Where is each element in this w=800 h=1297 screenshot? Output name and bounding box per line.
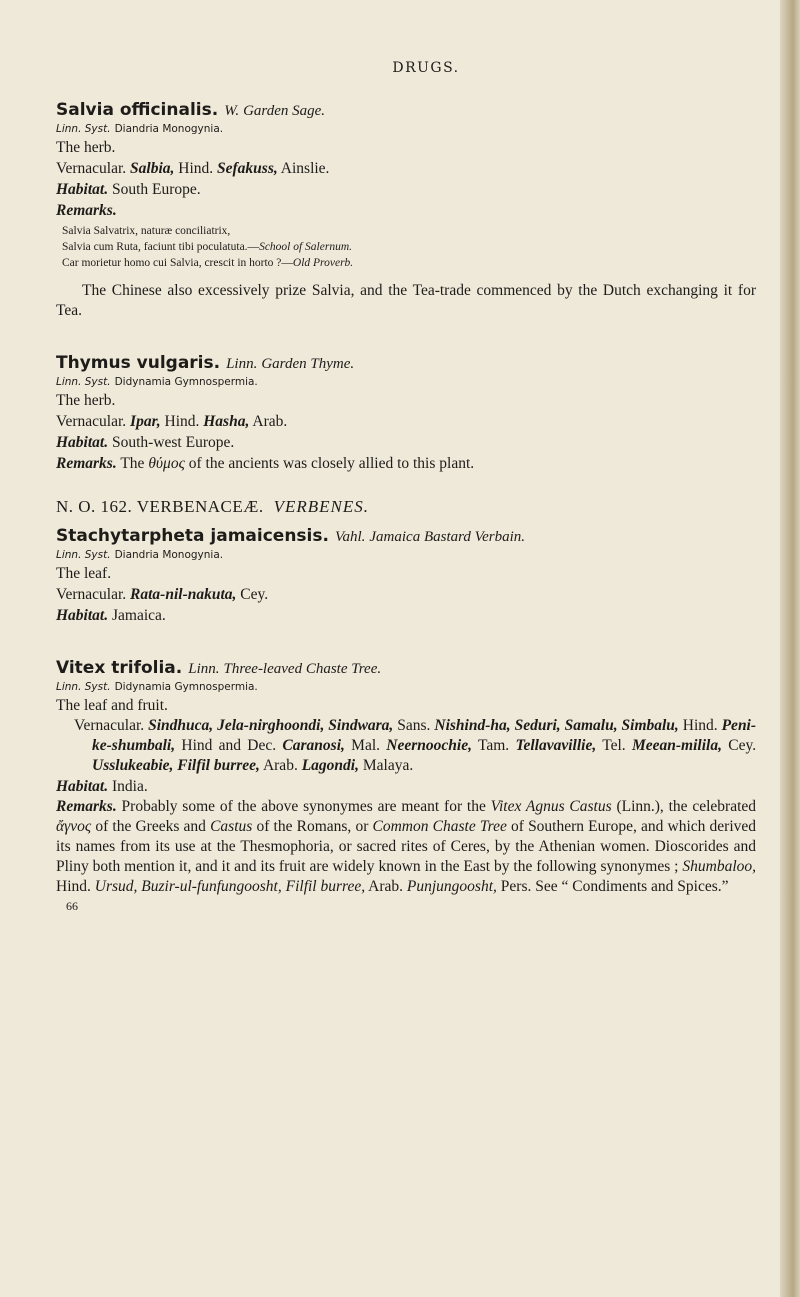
natural-order-heading [56, 496, 756, 518]
syst-value: Diandria Monogynia. [114, 549, 224, 561]
authority: Vahl. [334, 529, 366, 545]
vernacular-name: Peni-ke-shumbali, [92, 717, 757, 754]
remarks-italic: Castus [210, 818, 253, 835]
remarks-text: Arab. [368, 878, 404, 895]
remarks-italic: Common Chaste Tree [372, 818, 507, 835]
vernacular-lang: Tam. [477, 737, 510, 754]
page-content [56, 60, 756, 914]
quote-text: Car morietur homo cui Salvia, crescit in horto ?— [62, 257, 293, 269]
vernacular-line [56, 158, 756, 179]
part-used: The leaf. [56, 565, 112, 582]
page-number: 66 [66, 899, 78, 913]
vernacular-name: Sefakuss, [217, 160, 278, 177]
entry-title [56, 351, 756, 375]
linnaean-system [56, 680, 756, 695]
linnaean-system [56, 375, 756, 390]
vernacular-label: Vernacular. [56, 586, 127, 603]
habitat-value: South-west Europe. [111, 434, 235, 451]
vernacular-lang: Hind. [164, 413, 200, 430]
remarks-text: of the Romans, or [256, 818, 369, 835]
habitat-label: Habitat. [56, 181, 109, 198]
common-name: Jamaica Bastard Verbain. [369, 529, 526, 545]
authority: W. [224, 103, 240, 119]
vernacular-name: Rata-nil-nakuta, [130, 586, 237, 603]
entry-thymus [56, 351, 756, 474]
vernacular-label: Vernacular. [74, 717, 145, 734]
paragraph: The Chinese also excessively prize Salvia, and the Tea-trade commenced by the Dutch exchanging it for Tea. [56, 282, 756, 319]
remarks-text: (Linn.), the celebrated [616, 798, 757, 815]
vernacular-lang: Mal. [351, 737, 381, 754]
habitat-line [56, 776, 756, 797]
vernacular-lang: Hind and Dec. [181, 737, 277, 754]
remarks-italic: Shumbaloo, [682, 858, 756, 875]
linnaean-system [56, 122, 756, 137]
syst-label: Linn. Syst. [56, 681, 111, 693]
quote-line: Salvia Salvatrix, naturæ conciliatrix, [62, 225, 231, 237]
habitat-value: Jamaica. [111, 607, 166, 624]
common-name: Three-leaved Chaste Tree. [223, 661, 382, 677]
remarks-label: Remarks. [56, 455, 117, 472]
vernacular-name: Meean-milila, [631, 737, 722, 754]
remarks-line [56, 453, 756, 474]
entry-stachytarpheta [56, 524, 756, 626]
vernacular-name: Salbia, [130, 160, 175, 177]
book-gutter [780, 0, 800, 1297]
vernacular-lang: Cey. [240, 586, 269, 603]
vernacular-lang: Ainslie. [280, 160, 330, 177]
part-used: The herb. [56, 392, 116, 409]
order-italic: VERBENES. [273, 497, 370, 516]
vernacular-name: Usslukeabie, Filfil burree, [92, 757, 260, 774]
quote-source: Old Proverb. [292, 257, 354, 269]
remarks-label: Remarks. [56, 202, 117, 219]
vernacular-line [56, 411, 756, 432]
linnaean-system [56, 548, 756, 563]
common-name: Garden Sage. [243, 103, 326, 119]
habitat-label: Habitat. [56, 778, 109, 795]
habitat-line [56, 605, 756, 626]
greek-word: θύμος [148, 455, 185, 472]
vernacular-lang: Malaya. [362, 757, 414, 774]
entry-title [56, 656, 756, 680]
habitat-line [56, 179, 756, 200]
vernacular-name: Hasha, [203, 413, 250, 430]
part-used: The leaf and fruit. [56, 697, 168, 714]
common-name: Garden Thyme. [261, 356, 355, 372]
authority: Linn. [226, 356, 258, 372]
vernacular-label: Vernacular. [56, 413, 127, 430]
remarks-text: Hind. [56, 878, 91, 895]
vernacular-lang: Hind. [682, 717, 718, 734]
entry-vitex [56, 656, 756, 897]
vernacular-lang: Arab. [262, 757, 298, 774]
vernacular-name: Tellavavillie, [515, 737, 597, 754]
remarks-paragraph [56, 797, 756, 897]
remarks-text: Probably some of the above synonymes are meant for the [121, 798, 486, 815]
remarks-heading [56, 200, 756, 221]
vernacular-lang: Hind. [178, 160, 214, 177]
vernacular-lang: Cey. [728, 737, 757, 754]
syst-value: Didynamia Gymnospermia. [114, 376, 258, 388]
entry-title [56, 524, 756, 548]
quote-source: School of Salernum. [259, 241, 353, 253]
remarks-text: The [120, 455, 145, 472]
habitat-line [56, 432, 756, 453]
vernacular-line [56, 584, 756, 605]
running-head: DRUGS. [392, 60, 460, 76]
quote-line [62, 239, 756, 255]
remarks-italic: Vitex Agnus Castus [490, 798, 612, 815]
vernacular-name: Nishind-ha, Seduri, Samalu, Simbalu, [434, 717, 679, 734]
authority: Linn. [188, 661, 220, 677]
quote-text: Salvia cum Ruta, faciunt tibi poculatuta.— [62, 241, 260, 253]
syst-value: Didynamia Gymnospermia. [114, 681, 258, 693]
vernacular-lang: Tel. [602, 737, 626, 754]
vernacular-name: Ipar, [130, 413, 161, 430]
syst-label: Linn. Syst. [56, 123, 111, 135]
vernacular-name: Neernoochie, [386, 737, 472, 754]
species-name: Stachytarpheta jamaicensis. [56, 526, 329, 546]
habitat-label: Habitat. [56, 607, 109, 624]
remarks-text: of the Greeks and [95, 818, 206, 835]
species-name: Vitex trifolia. [56, 658, 183, 678]
greek-word: ἄγνος [56, 818, 92, 835]
species-name: Thymus vulgaris. [56, 353, 221, 373]
habitat-value: South Europe. [111, 181, 201, 198]
vernacular-name: Caranosi, [282, 737, 345, 754]
vernacular-name: Lagondi, [301, 757, 359, 774]
vernacular-lang: Arab. [252, 413, 288, 430]
order-label: N. O. 162. VERBENACEÆ. [56, 497, 264, 516]
habitat-value: India. [111, 778, 148, 795]
entry-title [56, 98, 756, 122]
part-used: The herb. [56, 139, 116, 156]
remarks-italic: Punjungoosht, [406, 878, 497, 895]
remarks-text: of Southern Europe, and which derived its names from its use at the Thesmophoria, or sacred rites of Ceres, by the Athenian women. Dioscorides and Pliny both mention it, and it and its fruit are widely known in the East by the following synonymes ; [56, 818, 757, 875]
remarks-text: of the ancients was closely allied to this plant. [188, 455, 475, 472]
remarks-label: Remarks. [56, 798, 117, 815]
vernacular-lang: Sans. [397, 717, 431, 734]
vernacular-label: Vernacular. [56, 160, 127, 177]
syst-label: Linn. Syst. [56, 376, 111, 388]
remarks-italic: Ursud, Buzir-ul-funfungoosht, Filfil burree, [94, 878, 366, 895]
syst-label: Linn. Syst. [56, 549, 111, 561]
habitat-label: Habitat. [56, 434, 109, 451]
quote-line [62, 255, 756, 271]
remarks-text: Pers. See “ Condiments and Spices.” [500, 878, 729, 895]
entry-salvia [56, 98, 756, 321]
syst-value: Diandria Monogynia. [114, 123, 224, 135]
quotation-block [56, 223, 756, 271]
species-name: Salvia officinalis. [56, 100, 219, 120]
vernacular-name: Sindhuca, Jela-nirghoondi, Sindwara, [148, 717, 394, 734]
vernacular-block [56, 716, 756, 776]
